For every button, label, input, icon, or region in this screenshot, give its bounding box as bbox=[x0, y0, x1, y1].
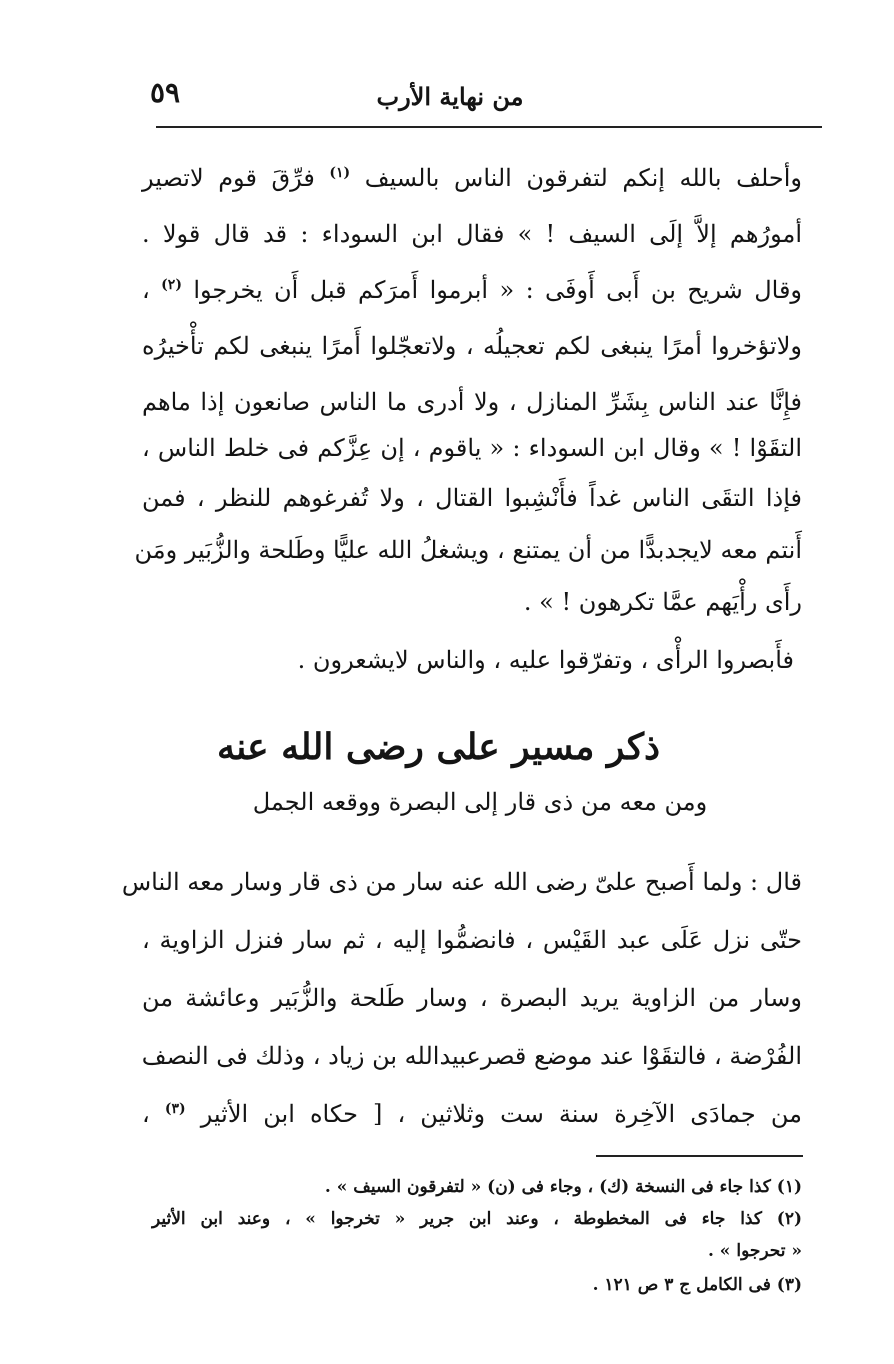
passage2-line-5-text: من جمادَى الآخِرة سنة ست وثلاثين ، [ حكاه ابن الأثير bbox=[200, 1100, 802, 1128]
footnote-ref-1: (١) bbox=[329, 165, 351, 181]
passage2-line-3: وسار من الزاوية يريد البصرة ، وسار طَلحة والزُّبَير وعائشة من bbox=[142, 984, 802, 1012]
passage1-line-7: فإذا التقَى الناس غداً فأَنْشِبوا القتال ، ولا تُفرغوهم للنظر ، فمن bbox=[142, 484, 802, 512]
footnote-3: (٣) فى الكامل ج ٣ ص ١٢١ . bbox=[592, 1275, 802, 1295]
passage1-line-2: أمورُهم إلاَّ إلَى السيف ! » فقال ابن السوداء : قد قال قولا . bbox=[142, 220, 802, 248]
passage1-line-5: فإِنَّا عند الناس بِشَرِّ المنازل ، ولا أدرى ما الناس صانعون إذا ماهم bbox=[142, 388, 802, 416]
passage2-line-1: قال : ولما أَصبح علىّ رضى الله عنه سار من ذى قار وسار معه الناس bbox=[121, 868, 802, 896]
passage1-line-1 bbox=[142, 158, 802, 198]
footnote-rule bbox=[596, 1155, 803, 1157]
passage1-line-3 bbox=[142, 270, 802, 310]
passage1-line-1-tail: فرِّقَ قوم لاتصير bbox=[142, 164, 315, 192]
passage1-line-3-text: وقال شريح بن أَبى أَوفَى : « أبرموا أَمرَكم قبل أَن يخرجوا bbox=[193, 276, 802, 304]
page-number: ٥٩ bbox=[150, 76, 181, 109]
footnote-ref-3: (٣) bbox=[164, 1101, 186, 1117]
passage1-line-1-text: وأحلف بالله إنكم لتفرقون الناس بالسيف bbox=[364, 164, 802, 192]
footnote-2-continued: « تحرجوا » . bbox=[707, 1241, 802, 1261]
passage1-line-9: رأَى رأْيَهم عمَّا تكرهون ! » . bbox=[523, 588, 802, 616]
footnote-ref-2: (٢) bbox=[161, 277, 182, 293]
footnote-1: (١) كذا جاء فى النسخة (ك) ، وجاء فى (ن) « لتفرقون السيف » . bbox=[324, 1177, 802, 1197]
running-header-title: من نهاية الأرب bbox=[376, 82, 524, 111]
passage1-closing-line: فأَبصروا الرأْى ، وتفرّقوا عليه ، والناس لايشعرون . bbox=[297, 646, 794, 674]
passage1-line-8: أَنتم معه لايجدبدًّا من أن يمتنع ، ويشغلُ الله عليًّا وطَلحة والزُّبَير ومَن bbox=[134, 536, 802, 564]
passage1-line-4: ولاتؤخروا أمرًا ينبغى لكم تعجيلُه ، ولاتعجّلوا أَمرًا ينبغى لكم تأْخيرُه bbox=[142, 332, 802, 360]
passage1-line-3-tail: ، bbox=[142, 276, 150, 304]
passage2-line-5-tail: ، bbox=[142, 1100, 150, 1128]
passage2-line-5 bbox=[142, 1094, 802, 1134]
section-title: ذكر مسير على رضى الله عنه bbox=[216, 726, 660, 768]
section-subtitle: ومن معه من ذى قار إلى البصرة ووقعه الجمل bbox=[252, 788, 708, 816]
passage1-line-6: التقَوْا ! » وقال ابن السوداء : « ياقوم ، إن عِزَّكم فى خلط الناس ، bbox=[142, 434, 802, 462]
header-rule bbox=[156, 126, 822, 128]
footnote-2: (٢) كذا جاء فى المخطوطة ، وعند ابن جرير « تخرجوا » ، وعند ابن الأثير bbox=[152, 1209, 802, 1229]
passage2-line-2: حتّى نزل عَلَى عبد القَيْس ، فانضمُّوا إليه ، ثم سار فنزل الزاوية ، bbox=[142, 926, 802, 954]
passage2-line-4: الفُرْضة ، فالتقَوْا عند موضع قصرعبيدالله بن زياد ، وذلك فى النصف bbox=[141, 1042, 802, 1070]
